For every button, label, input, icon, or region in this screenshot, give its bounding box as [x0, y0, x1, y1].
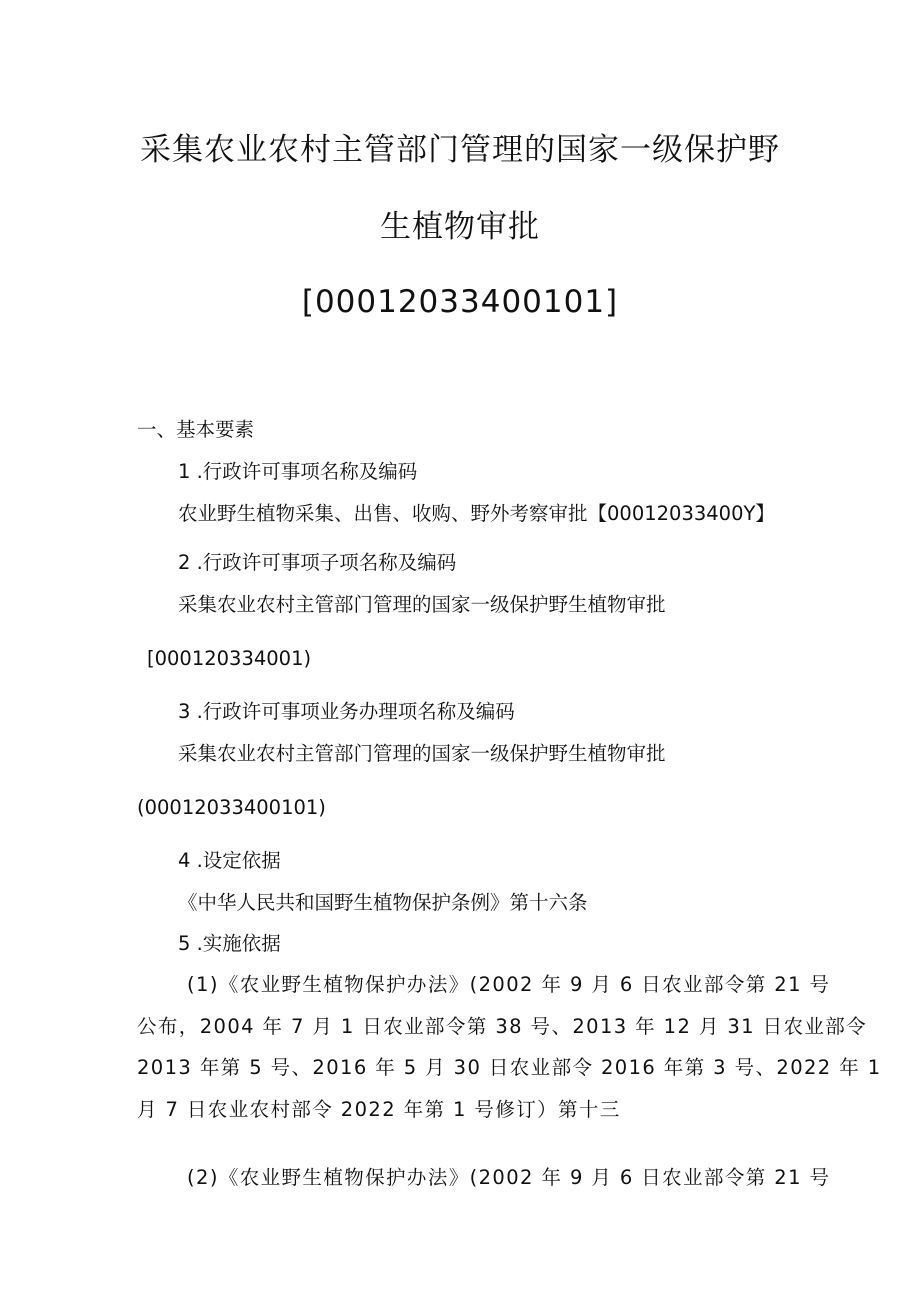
item5-para2-line1: (2)《农业野生植物保护办法》(2002 年 9 月 6 日农业部令第 21 号 [187, 1166, 831, 1189]
item5-para1-line3: 2013 年第 5 号、2016 年 5 月 30 日农业部令 2016 年第 3 号、2022 年 1 [137, 1056, 882, 1079]
item2-text-line2: [000120334001) [147, 647, 312, 670]
item5-para1-line2: 公布，2004 年 7 月 1 日农业部令第 38 号、2013 年 12 月 31 日农业部令 [137, 1015, 868, 1038]
document-title-line2: 生植物审批 [380, 209, 540, 245]
item4-label: 4 .设定依据 [178, 849, 281, 872]
item5-label: 5 .实施依据 [178, 932, 281, 955]
item3-label: 3 .行政许可事项业务办理项名称及编码 [178, 700, 515, 723]
section-heading: 一、基本要素 [137, 418, 255, 441]
item4-text: 《中华人民共和国野生植物保护条例》第十六条 [178, 891, 588, 914]
item2-label: 2 .行政许可事项子项名称及编码 [178, 551, 457, 574]
document-title-code: [00012033400101] [301, 284, 619, 320]
item5-para1-line1: (1)《农业野生植物保护办法》(2002 年 9 月 6 日农业部令第 21 号 [187, 973, 831, 996]
document-title-line1: 采集农业农村主管部门管理的国家一级保护野 [140, 132, 780, 168]
item3-text-line2: (00012033400101) [137, 796, 326, 819]
item2-text-line1: 采集农业农村主管部门管理的国家一级保护野生植物审批 [178, 593, 666, 616]
item1-text: 农业野生植物采集、出售、收购、野外考察审批【00012033400Y】 [178, 502, 775, 525]
item5-para1-line4: 月 7 日农业农村部令 2022 年第 1 号修订）第十三 [137, 1098, 621, 1121]
item3-text-line1: 采集农业农村主管部门管理的国家一级保护野生植物审批 [178, 742, 666, 765]
item1-label: 1 .行政许可事项名称及编码 [178, 460, 418, 483]
